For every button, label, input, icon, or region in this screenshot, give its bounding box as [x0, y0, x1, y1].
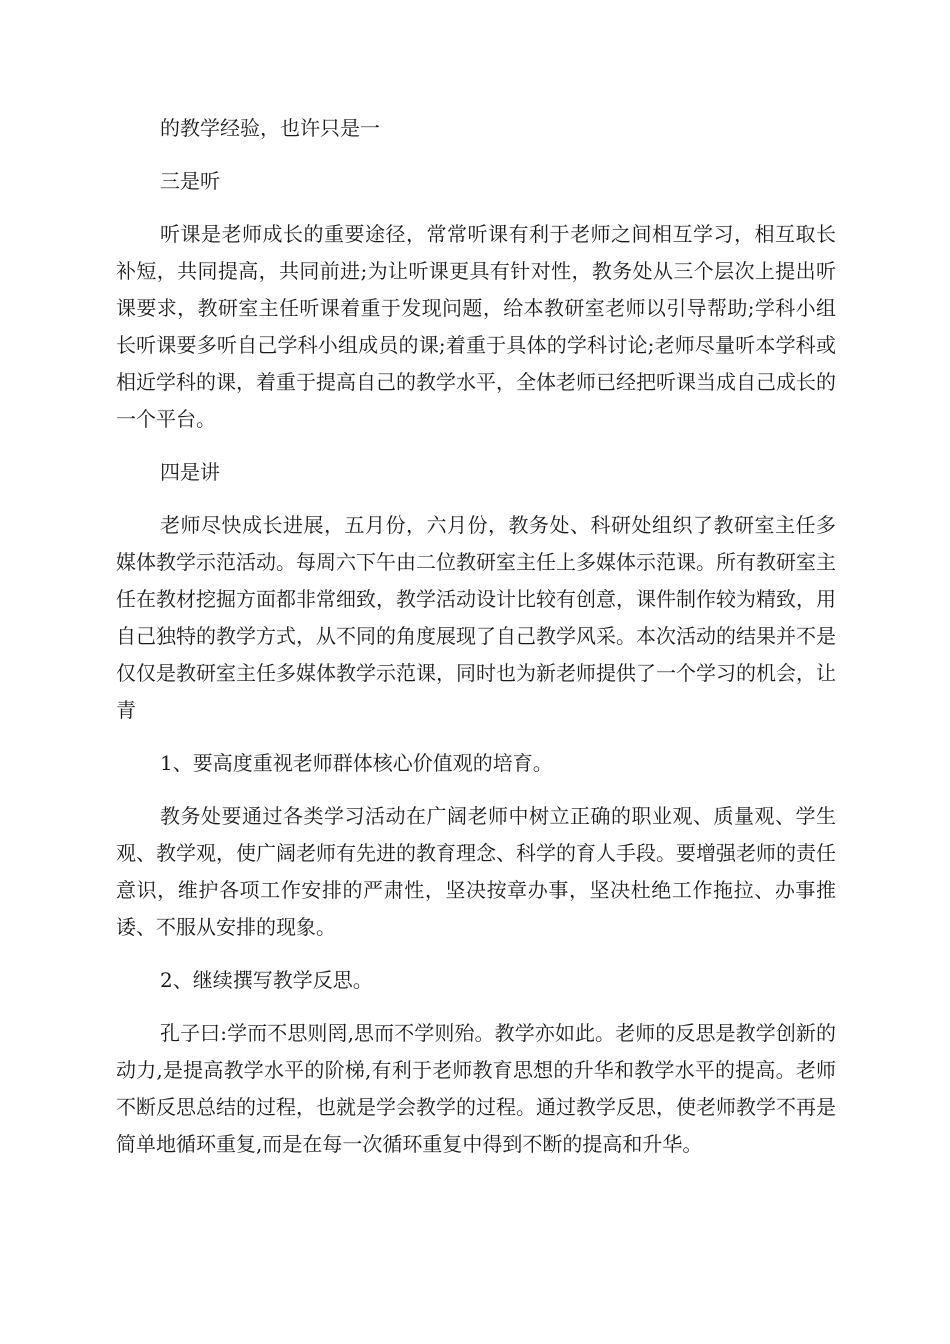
paragraph-reflection: 孔子曰:学而不思则罔,思而不学则殆。教学亦如此。老师的反思是教学创新的动力,是提高教学水平的阶梯,有利于老师教育思想的升华和教学水平的提高。老师不断反思总结的过程，也就是学会教学的过程。通过教学反思，使老师教学不再是简单地循环重复,而是在每一次循环重复中得到不断的提高和升华。 [116, 1021, 836, 1156]
document-body [116, 110, 836, 1163]
paragraph-lecture: 老师尽快成长进展，五月份，六月份，教务处、科研处组织了教研室主任多媒体教学示范活动。每周六下午由二位教研室主任上多媒体示范课。所有教研室主任在教材挖掘方面都非常细致，教学活动设计比较有创意，课件制作较为精致，用自己独特的教学方式，从不同的角度展现了自己教学风采。本次活动的结果并不是仅仅是教研室主任多媒体教学示范课，同时也为新老师提供了一个学习的机会，让青 [116, 513, 836, 722]
paragraph-listening: 听课是老师成长的重要途径，常常听课有利于老师之间相互学习，相互取长补短，共同提高，共同前进;为让听课更具有针对性，教务处从三个层次上提出听课要求，教研室主任听课着重于发现问题，给本教研室老师以引导帮助;学科小组长听课要多听自己学科小组成员的课;着重于具体的学科讨论;老师尽量听本学科或相近学科的课，着重于提高自己的教学水平，全体老师已经把听课当成自己成长的一个平台。 [116, 222, 836, 431]
paragraph-fragment: 的教学经验，也许只是一 [160, 116, 380, 140]
list-item-2: 2、继续撰写教学反思。 [160, 968, 373, 992]
paragraph-values: 教务处要通过各类学习活动在广阔老师中树立正确的职业观、质量观、学生观、教学观，使广阔老师有先进的教育理念、科学的育人手段。要增强老师的责任意识，维护各项工作安排的严肃性，坚决按章办事，坚决杜绝工作拖拉、办事推诿、不服从安排的现象。 [116, 804, 836, 939]
section-heading-listen: 三是听 [160, 169, 220, 193]
section-heading-lecture: 四是讲 [160, 460, 220, 484]
list-item-1: 1、要高度重视老师群体核心价值观的培育。 [160, 751, 553, 775]
